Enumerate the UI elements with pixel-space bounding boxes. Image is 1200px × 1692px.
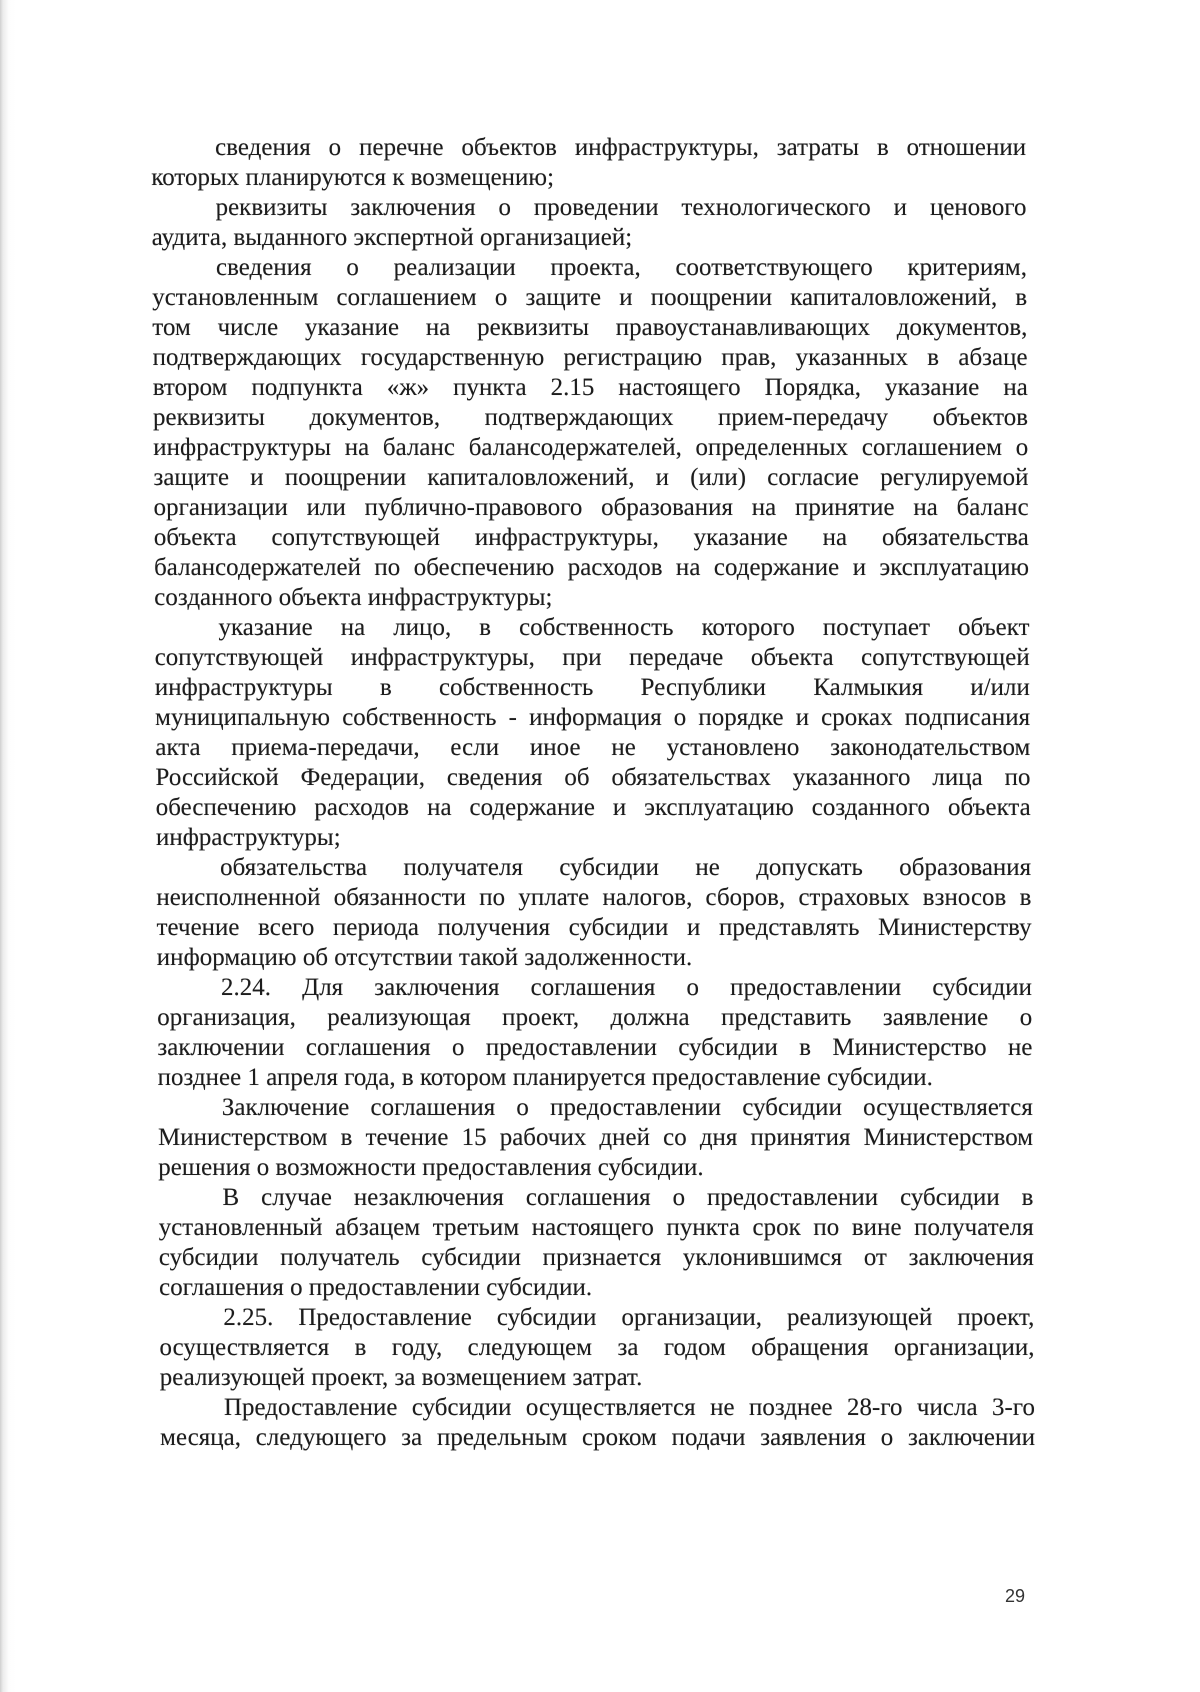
text-line: Министерством в течение 15 рабочих дней со дня принятия Министерством — [157, 1124, 1034, 1151]
text-line: инфраструктуры на баланс балансодержателей, определенных соглашением о — [153, 434, 1029, 461]
text-line: решения о возможности предоставления субсидии. — [158, 1154, 704, 1181]
list-item-audit-conclusion — [151, 193, 1026, 253]
text-line: установленным соглашением о защите и поощрении капиталовложений, в — [152, 284, 1028, 311]
text-line: сопутствующей инфраструктуры, при передаче объекта сопутствующей — [154, 644, 1030, 671]
text-line: Предоставление субсидии осуществляется не позднее 28-го числа 3-го — [223, 1394, 1035, 1421]
text-line: которых планируются к возмещению; — [151, 164, 555, 191]
text-line: позднее 1 апреля года, в котором планируется предоставление субсидии. — [157, 1064, 933, 1091]
text-line: неисполненной обязанности по уплате налогов, сборов, страховых взносов в — [156, 884, 1032, 911]
text-line: указание на лицо, в собственность которого поступает объект — [218, 614, 1030, 641]
list-item-infrastructure-objects — [151, 133, 1026, 193]
text-line: муниципальную собственность - информация о порядке и сроках подписания — [154, 704, 1031, 731]
text-line: реализующей проект, за возмещением затрат. — [159, 1364, 643, 1391]
text-line: месяца, следующего за предельным сроком подачи заявления о заключении — [160, 1424, 1036, 1451]
list-item-project-implementation — [152, 253, 1030, 613]
text-line: 2.25. Предоставление субсидии организации, реализующей проект, — [223, 1304, 1035, 1331]
text-line: созданного объекта инфраструктуры; — [154, 584, 553, 611]
text-line: Заключение соглашения о предоставлении субсидии осуществляется — [221, 1094, 1033, 1121]
clause-2-24-agreement-term — [158, 1093, 1034, 1183]
clause-2-24-evasion — [158, 1183, 1034, 1303]
text-line: подтверждающих государственную регистрацию прав, указанных в абзаце — [152, 344, 1028, 371]
text-line: В случае незаключения соглашения о предоставлении субсидии в — [222, 1184, 1034, 1211]
clause-2-25 — [159, 1303, 1035, 1393]
text-line: сведения о перечне объектов инфраструктуры, затраты в отношении — [215, 134, 1027, 161]
text-line: Российской Федерации, сведения об обязательствах указанного лица по — [155, 764, 1031, 791]
text-line: реквизиты заключения о проведении технологического и ценового — [215, 194, 1027, 221]
text-line: акта приема-передачи, если иное не установлено законодательством — [155, 734, 1031, 761]
text-line: защите и поощрении капиталовложений, и (или) согласие регулируемой — [153, 464, 1029, 491]
text-line: соглашения о предоставлении субсидии. — [158, 1274, 593, 1301]
text-line: инфраструктуры; — [155, 824, 341, 851]
text-line: организации или публично-правового образования на принятие на баланс — [153, 494, 1029, 521]
text-line: обеспечению расходов на содержание и эксплуатацию созданного объекта — [155, 794, 1031, 821]
text-line: том числе указание на реквизиты правоустанавливающих документов, — [152, 314, 1028, 341]
text-line: объекта сопутствующей инфраструктуры, указание на обязательства — [153, 524, 1029, 551]
text-line: обязательства получателя субсидии не допускать образования — [220, 854, 1032, 881]
list-item-infrastructure-owner — [154, 613, 1031, 853]
text-line: балансодержателей по обеспечению расходов на содержание и эксплуатацию — [153, 554, 1030, 581]
text-line: заключении соглашения о предоставлении субсидии в Министерство не — [157, 1034, 1033, 1061]
text-line: 2.24. Для заключения соглашения о предоставлении субсидии — [220, 974, 1033, 1001]
document-body — [151, 133, 1035, 1453]
text-line: аудита, выданного экспертной организацией; — [151, 224, 633, 251]
text-line: втором подпункта «ж» пункта 2.15 настоящего Порядка, указание на — [152, 374, 1028, 401]
text-line: инфраструктуры в собственность Республики Калмыкия и/или — [154, 674, 1030, 701]
text-line: сведения о реализации проекта, соответствующего критериям, — [215, 254, 1028, 281]
text-line: информацию об отсутствии такой задолженности. — [156, 944, 693, 971]
text-line: организация, реализующая проект, должна представить заявление о — [157, 1004, 1033, 1031]
clause-2-25-payment-deadline — [160, 1393, 1035, 1453]
clause-2-24 — [157, 973, 1033, 1093]
page-number: 29 — [1005, 1586, 1026, 1606]
text-line: реквизиты документов, подтверждающих прием-передачу объектов — [152, 404, 1029, 431]
text-line: течение всего периода получения субсидии и представлять Министерству — [156, 914, 1032, 941]
list-item-tax-obligations — [156, 853, 1032, 973]
text-line: осуществляется в году, следующем за годом обращения организации, — [159, 1334, 1035, 1361]
text-line: установленный абзацем третьим настоящего пункта срок по вине получателя — [158, 1214, 1034, 1241]
text-line: субсидии получатель субсидии признается уклонившимся от заключения — [158, 1244, 1034, 1271]
